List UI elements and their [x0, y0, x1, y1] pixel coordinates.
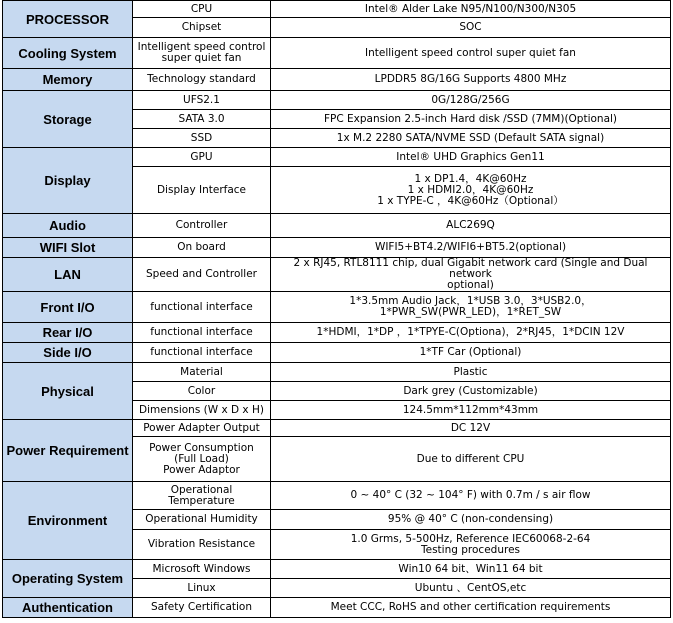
sub-label: Display Interface	[133, 167, 271, 214]
table-row	[3, 38, 671, 69]
sub-label: functional interface	[133, 292, 271, 323]
spec-value: 124.5mm*112mm*43mm	[271, 401, 671, 420]
spec-value: 95% @ 40° C (non-condensing)	[271, 510, 671, 530]
sub-label: SATA 3.0	[133, 110, 271, 129]
table-row	[3, 214, 671, 238]
sub-label: Controller	[133, 214, 271, 238]
spec-value: 1x M.2 2280 SATA/NVME SSD (Default SATA signal)	[271, 129, 671, 148]
category-cooling: Cooling System	[3, 38, 133, 69]
table-row	[3, 363, 671, 382]
table-row	[3, 148, 671, 167]
spec-value: Due to different CPU	[271, 437, 671, 482]
spec-value: 1*TF Car (Optional)	[271, 343, 671, 363]
sub-label: Power Adapter Output	[133, 420, 271, 437]
sub-label: Color	[133, 382, 271, 401]
sub-label: Chipset	[133, 18, 271, 38]
spec-value: 1*3.5mm Audio Jack，1*USB 3.0，3*USB2.0， 1*PWR_SW(PWR_LED)，1*RET_SW	[271, 292, 671, 323]
sub-label: Linux	[133, 579, 271, 598]
category-rear-io: Rear I/O	[3, 323, 133, 343]
category-power: Power Requirement	[3, 420, 133, 482]
spec-value: 0G/128G/256G	[271, 91, 671, 110]
category-audio: Audio	[3, 214, 133, 238]
spec-value: Intel® UHD Graphics Gen11	[271, 148, 671, 167]
category-lan: LAN	[3, 258, 133, 292]
sub-label: On board	[133, 238, 271, 258]
sub-label: functional interface	[133, 323, 271, 343]
sub-label: Dimensions (W x D x H)	[133, 401, 271, 420]
spec-value: Meet CCC, RoHS and other certification requirements	[271, 598, 671, 618]
sub-label: Safety Certification	[133, 598, 271, 618]
table-row	[3, 323, 671, 343]
sub-label: UFS2.1	[133, 91, 271, 110]
table-row	[3, 482, 671, 510]
category-side-io: Side I/O	[3, 343, 133, 363]
spec-value: 0 ~ 40° C (32 ~ 104° F) with 0.7m / s air flow	[271, 482, 671, 510]
sub-label: Microsoft Windows	[133, 560, 271, 579]
spec-value: Win10 64 bit、Win11 64 bit	[271, 560, 671, 579]
sub-label: Speed and Controller	[133, 258, 271, 292]
table-row	[3, 420, 671, 437]
category-display: Display	[3, 148, 133, 214]
spec-value: SOC	[271, 18, 671, 38]
spec-value: FPC Expansion 2.5-inch Hard disk /SSD (7MM)(Optional)	[271, 110, 671, 129]
spec-value: Intel® Alder Lake N95/N100/N300/N305	[271, 1, 671, 18]
spec-value: Ubuntu 、CentOS,etc	[271, 579, 671, 598]
sub-label: Operational Humidity	[133, 510, 271, 530]
table-row	[3, 258, 671, 292]
category-environment: Environment	[3, 482, 133, 560]
spec-value: WIFI5+BT4.2/WIFI6+BT5.2(optional)	[271, 238, 671, 258]
table-row	[3, 560, 671, 579]
category-memory: Memory	[3, 69, 133, 91]
table-row	[3, 238, 671, 258]
table-row	[3, 69, 671, 91]
table-row	[3, 292, 671, 323]
sub-label: Technology standard	[133, 69, 271, 91]
spec-table	[2, 0, 671, 618]
category-os: Operating System	[3, 560, 133, 598]
table-row	[3, 91, 671, 110]
spec-value: 2 x RJ45, RTL8111 chip, dual Gigabit network card (Single and Dual network optional)	[271, 258, 671, 292]
sub-label: functional interface	[133, 343, 271, 363]
spec-value: DC 12V	[271, 420, 671, 437]
sub-label: CPU	[133, 1, 271, 18]
category-authentication: Authentication	[3, 598, 133, 618]
spec-value: 1*HDMI，1*DP ，1*TPYE-C(Optiona)，2*RJ45，1*DCIN 12V	[271, 323, 671, 343]
table-row	[3, 598, 671, 618]
category-storage: Storage	[3, 91, 133, 148]
sub-label: Material	[133, 363, 271, 382]
spec-value: 1 x DP1.4，4K@60Hz 1 x HDMI2.0，4K@60Hz 1 x TYPE-C ，4K@60Hz（Optional）	[271, 167, 671, 214]
sub-label: GPU	[133, 148, 271, 167]
sub-label: SSD	[133, 129, 271, 148]
spec-value: Plastic	[271, 363, 671, 382]
spec-value: Dark grey (Customizable)	[271, 382, 671, 401]
sub-label: Intelligent speed control super quiet fan	[133, 38, 271, 69]
sub-label: Vibration Resistance	[133, 530, 271, 560]
spec-value: ALC269Q	[271, 214, 671, 238]
category-processor: PROCESSOR	[3, 1, 133, 38]
spec-value: 1.0 Grms, 5-500Hz, Reference IEC60068-2-64 Testing procedures	[271, 530, 671, 560]
category-front-io: Front I/O	[3, 292, 133, 323]
spec-value: Intelligent speed control super quiet fan	[271, 38, 671, 69]
category-wifi: WIFI Slot	[3, 238, 133, 258]
category-physical: Physical	[3, 363, 133, 420]
table-row	[3, 343, 671, 363]
spec-value: LPDDR5 8G/16G Supports 4800 MHz	[271, 69, 671, 91]
sub-label: Power Consumption (Full Load) Power Adaptor	[133, 437, 271, 482]
table-row	[3, 1, 671, 18]
sub-label: Operational Temperature	[133, 482, 271, 510]
